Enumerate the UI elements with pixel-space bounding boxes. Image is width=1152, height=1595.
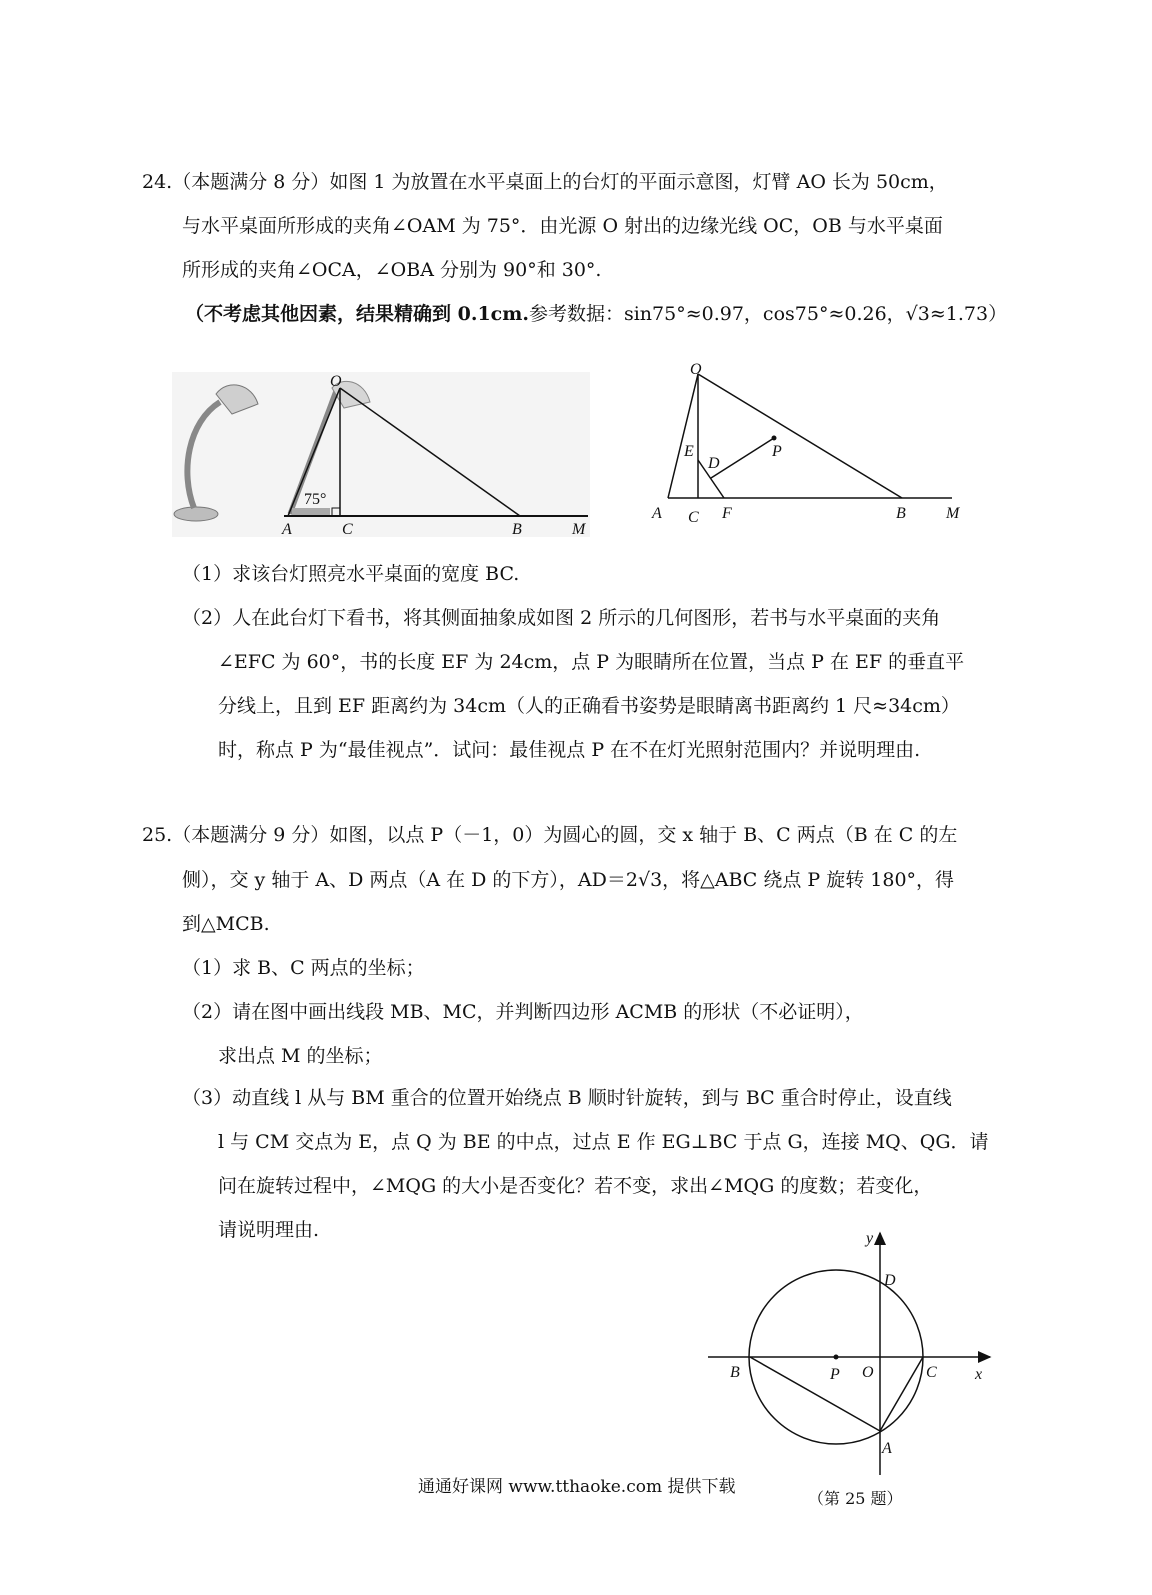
q24-part1: （1）求该台灯照亮水平桌面的宽度 BC. xyxy=(182,563,520,585)
fig2-label-F: F xyxy=(722,505,732,522)
q25-part1: （1）求 B、C 两点的坐标； xyxy=(182,957,425,979)
label-C: C xyxy=(926,1364,937,1381)
fig2-label-M: M xyxy=(946,505,960,522)
label-A: A xyxy=(882,1440,892,1457)
label-x: x xyxy=(975,1366,983,1383)
q25-stem-line1: 25.（本题满分 9 分）如图，以点 P（－1，0）为圆心的圆，交 x 轴于 B、C 两点（B 在 C 的左 xyxy=(142,824,958,846)
segment-CA xyxy=(880,1357,923,1431)
page-footer: 通通好课网 www.tthaoke.com 提供下载 xyxy=(418,1477,736,1497)
fig2-label-O: O xyxy=(690,361,702,378)
fig1-angle-label: 75° xyxy=(304,491,327,508)
q24-note-ref: 参考数据：sin75°≈0.97，cos75°≈0.26，√3≈1.73） xyxy=(528,303,1008,325)
fig1-label-O: O xyxy=(330,373,342,390)
q25-figure-caption: （第 25 题） xyxy=(808,1489,903,1508)
fig2-label-P: P xyxy=(772,443,782,460)
label-P: P xyxy=(830,1366,840,1383)
q25-part3-line4: 请说明理由. xyxy=(218,1219,320,1241)
fig2-point-P xyxy=(772,436,777,441)
point-P xyxy=(834,1355,839,1360)
segment-BA xyxy=(750,1357,880,1431)
q25-stem-line2: 侧），交 y 轴于 A、D 两点（A 在 D 的下方），AD＝2√3，将△ABC 绕点 P 旋转 180°，得 xyxy=(182,869,955,891)
fig2-label-A: A xyxy=(652,505,662,522)
q25-stem-line3: 到△MCB. xyxy=(182,913,270,935)
fig1-label-C: C xyxy=(342,521,353,538)
fig2-label-E: E xyxy=(684,443,694,460)
fig1-label-B: B xyxy=(512,521,522,538)
q24-stem-line2: 与水平桌面所形成的夹角∠OAM 为 75°．由光源 O 射出的边缘光线 OC，OB 与水平桌面 xyxy=(182,215,943,237)
q25-part3-line1: （3）动直线 l 从与 BM 重合的位置开始绕点 B 顺时针旋转，到与 BC 重合时停止，设直线 xyxy=(182,1087,952,1109)
fig2-line-DP xyxy=(711,438,774,478)
label-O: O xyxy=(862,1364,874,1381)
q24-note xyxy=(185,302,1007,326)
q24-stem-line3: 所形成的夹角∠OCA，∠OBA 分别为 90°和 30°. xyxy=(182,259,602,281)
fig2-line-OB xyxy=(698,374,902,498)
q24-figure2 xyxy=(650,360,980,530)
fig2-line-AO xyxy=(668,374,698,498)
label-y: y xyxy=(866,1230,874,1247)
label-B: B xyxy=(730,1364,740,1381)
q25-part3-line2: l 与 CM 交点为 E，点 Q 为 BE 的中点，过点 E 作 EG⊥BC 于点 G，连接 MQ、QG．请 xyxy=(218,1131,989,1153)
q24-part2-line1: （2）人在此台灯下看书，将其侧面抽象成如图 2 所示的几何图形，若书与水平桌面的夹角 xyxy=(182,607,941,629)
q25-part2-line1: （2）请在图中画出线段 MB、MC，并判断四边形 ACMB 的形状（不必证明）， xyxy=(182,1001,864,1023)
fig1-label-A: A xyxy=(282,521,292,538)
fig2-label-B: B xyxy=(896,505,906,522)
q24-part2-line4: 时，称点 P 为“最佳视点”．试问：最佳视点 P 在不在灯光照射范围内？并说明理由. xyxy=(218,739,921,761)
q24-part2-line3: 分线上，且到 EF 距离约为 34cm（人的正确看书姿势是眼睛离书距离约 1 尺≈34cm） xyxy=(218,695,960,717)
q24-figure1 xyxy=(172,362,590,542)
q24-part2-line2: ∠EFC 为 60°，书的长度 EF 为 24cm，点 P 为眼睛所在位置，当点 P 在 EF 的垂直平 xyxy=(218,651,965,673)
q25-part3-line3: 问在旋转过程中，∠MQG 的大小是否变化？若不变，求出∠MQG 的度数；若变化， xyxy=(218,1175,933,1197)
q25-figure xyxy=(700,1225,1000,1480)
fig2-label-C: C xyxy=(688,509,699,526)
q24-note-bold: （不考虑其他因素，结果精确到 0.1cm. xyxy=(185,303,529,325)
q25-part2-line2: 求出点 M 的坐标； xyxy=(218,1045,383,1067)
label-D: D xyxy=(884,1272,896,1289)
fig1-label-M: M xyxy=(572,521,586,538)
q24-stem-line1: 24.（本题满分 8 分）如图 1 为放置在水平桌面上的台灯的平面示意图，灯臂 AO 长为 50cm， xyxy=(142,171,948,193)
fig2-label-D: D xyxy=(708,455,720,472)
